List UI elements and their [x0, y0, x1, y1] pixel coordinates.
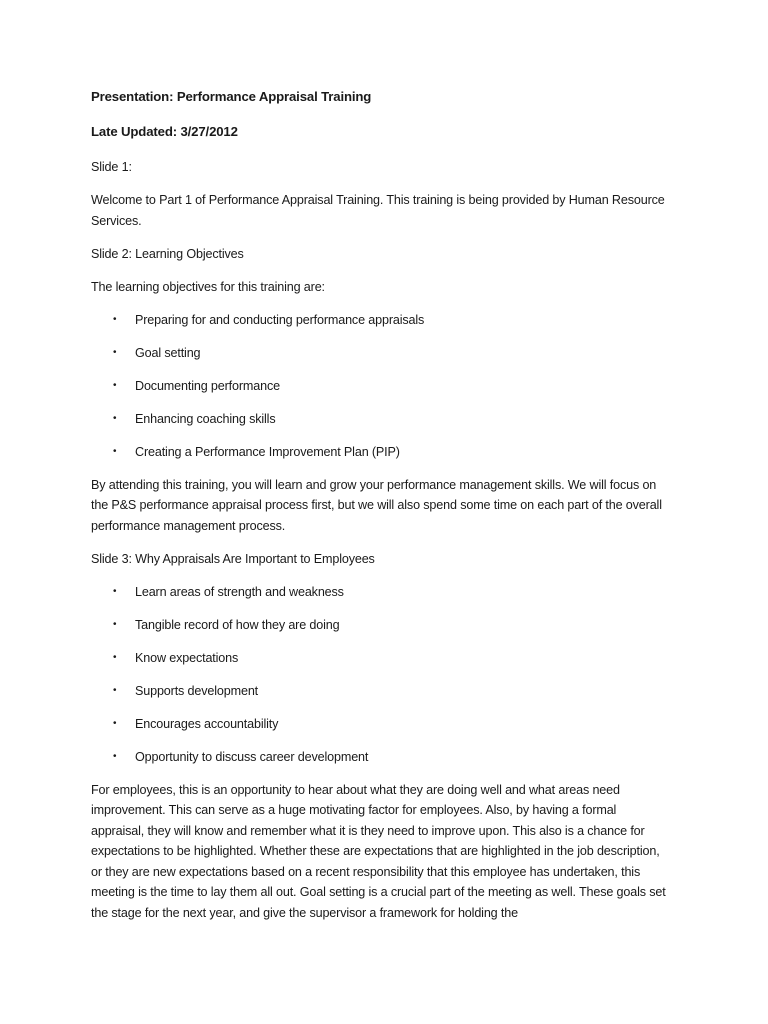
bullet-icon: • — [113, 346, 117, 358]
list-item — [91, 615, 671, 636]
bullet-icon: • — [113, 618, 117, 630]
list-item — [91, 681, 671, 702]
bullet-icon: • — [113, 750, 117, 762]
learning-objectives-list — [91, 310, 671, 463]
list-item — [91, 714, 671, 735]
slide-3-heading: Slide 3: Why Appraisals Are Important to Employees — [91, 551, 375, 566]
list-item — [91, 343, 671, 364]
bullet-icon: • — [113, 412, 117, 424]
bullet-icon: • — [113, 379, 117, 391]
list-item-text: Preparing for and conducting performance appraisals — [135, 312, 425, 327]
list-item-text: Enhancing coaching skills — [135, 411, 276, 426]
presentation-title: Presentation: Performance Appraisal Training — [91, 89, 372, 104]
bullet-icon: • — [113, 717, 117, 729]
bullet-icon: • — [113, 585, 117, 597]
list-item-text: Encourages accountability — [135, 716, 279, 731]
slide-1-heading: Slide 1: — [91, 160, 132, 175]
slide-2-intro: The learning objectives for this training are: — [91, 279, 325, 294]
list-item-text: Learn areas of strength and weakness — [135, 584, 344, 599]
list-item-text: Documenting performance — [135, 378, 280, 393]
list-item — [91, 582, 671, 603]
list-item — [91, 747, 671, 768]
list-item-text: Supports development — [135, 683, 259, 698]
slide-2-text: By attending this training, you will learn and grow your performance management skills. We will focus on the P&S performance appraisal process first, but we will also spend some time on each part of the overall performance management process. — [91, 477, 662, 533]
slide-2-heading: Slide 2: Learning Objectives — [91, 246, 244, 261]
list-item — [91, 310, 671, 331]
bullet-icon: • — [113, 651, 117, 663]
employee-benefits-list — [91, 582, 671, 768]
slide-3-text: For employees, this is an opportunity to hear about what they are doing well and what areas need improvement. This can serve as a huge motivating factor for employees. Also, by having a formal appraisal, they will know and remember what it is they need to improve upon. This also is a chance for expectations to be highlighted. Whether these are expectations that are highlighted in the job description, or they are new expectations based on a recent responsibility that this employee has undertaken, this meeting is the time to lay them all out. Goal setting is a crucial part of the meeting as well. These goals set the stage for the next year, and give the supervisor a framework for holding the — [91, 782, 666, 920]
list-item — [91, 648, 671, 669]
document-page — [91, 87, 671, 936]
bullet-icon: • — [113, 445, 117, 457]
list-item-text: Tangible record of how they are doing — [135, 617, 340, 632]
list-item-text: Goal setting — [135, 345, 201, 360]
list-item-text: Creating a Performance Improvement Plan (PIP) — [135, 444, 400, 459]
slide-1-text: Welcome to Part 1 of Performance Appraisal Training. This training is being provided by Human Resource Services. — [91, 193, 665, 228]
list-item — [91, 376, 671, 397]
list-item-text: Opportunity to discuss career development — [135, 749, 369, 764]
list-item — [91, 442, 671, 463]
last-updated: Late Updated: 3/27/2012 — [91, 124, 238, 140]
bullet-icon: • — [113, 313, 117, 325]
list-item — [91, 409, 671, 430]
bullet-icon: • — [113, 684, 117, 696]
list-item-text: Know expectations — [135, 650, 239, 665]
